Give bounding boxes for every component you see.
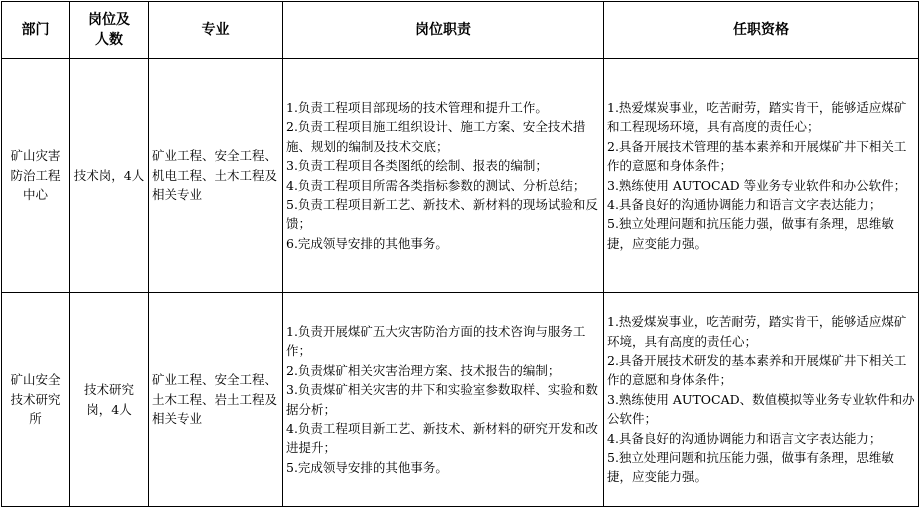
qualification-item: 4.具备良好的沟通协调能力和语言文字表达能力； [607,430,882,446]
duty-item: 3.负责工程项目各类图纸的绘制、报表的编制； [286,158,548,174]
header-dept: 部门 [2,2,70,59]
duty-item: 4.负责工程项目新工艺、新技术、新材料的研究开发和改进提升； [286,420,598,456]
qualification-item: 1.热爱煤炭事业，吃苦耐劳，踏实肯干，能够适应煤矿环境，具有高度的责任心； [607,314,907,349]
qualification-item: 4.具备良好的沟通协调能力和语言文字表达能力； [607,196,882,212]
recruitment-table [1,1,919,507]
dept-cell: 矿山安全技术研究所 [2,293,70,507]
dept-cell: 矿山灾害防治工程中心 [2,59,70,293]
position-cell: 技术岗，4人 [70,59,149,293]
qualification-item: 1.热爱煤炭事业，吃苦耐劳，踏实肯干，能够适应煤矿和工程现场环境，具有高度的责任心； [607,99,907,135]
duties-cell [283,59,604,293]
header-major: 专业 [149,2,283,59]
qualification-item: 3.熟练使用 AUTOCAD、数值模拟等业务专业软件和办公软件； [607,391,915,427]
duty-item: 5.完成领导安排的其他事务。 [286,459,448,475]
header-duties: 岗位职责 [283,2,604,59]
table-row [2,293,919,507]
position-cell: 技术研究岗，4人 [70,293,149,507]
duty-item: 4.负责工程项目所需各类指标参数的测试、分析总结； [286,177,586,193]
qualification-item: 2.具备开展技术研发的基本素养和开展煤矿井下相关工作的意愿和身体条件； [607,352,907,388]
duty-item: 2.负责煤矿相关灾害治理方案、技术报告的编制； [286,362,561,378]
header-qualifications: 任职资格 [604,2,919,59]
major-cell: 矿业工程、安全工程、机电工程、土木工程及相关专业 [149,59,283,293]
qualification-item: 5.独立处理问题和抗压能力强，做事有条理，思维敏捷，应变能力强。 [607,450,894,485]
duty-item: 5.负责工程项目新工艺、新技术、新材料的现场试验和反馈； [286,196,598,232]
duty-item: 1.负责开展煤矿五大灾害防治方面的技术咨询与服务工作； [286,323,586,359]
major-cell: 矿业工程、安全工程、土木工程、岩土工程及相关专业 [149,293,283,507]
qualification-item: 2.具备开展技术管理的基本素养和开展煤矿井下相关工作的意愿和身体条件； [607,138,907,174]
qualification-item: 5.独立处理问题和抗压能力强，做事有条理，思维敏捷，应变能力强。 [607,216,894,251]
header-position [70,2,149,59]
header-position-line2: 人数 [95,32,123,48]
duties-cell [283,293,604,507]
duty-item: 6.完成领导安排的其他事务。 [286,235,448,251]
duty-item: 2.负责工程项目施工组织设计、施工方案、安全技术措施、规划的编制及技术交底； [286,119,586,154]
duty-item: 3.负责煤矿相关灾害的井下和实验室参数取样、实验和数据分析； [286,382,598,417]
qualifications-cell [604,59,919,293]
duty-item: 1.负责工程项目部现场的技术管理和提升工作。 [286,99,548,115]
qualification-item: 3.熟练使用 AUTOCAD 等业务专业软件和办公软件； [607,177,907,193]
header-position-line1: 岗位及 [88,12,130,28]
header-row [2,2,919,59]
table-row [2,59,919,293]
qualifications-cell [604,293,919,507]
